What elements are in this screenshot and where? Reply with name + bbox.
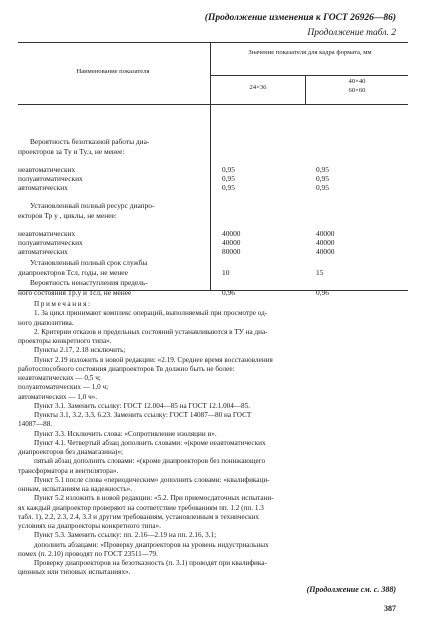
row-value-24x36: 0,95 [222,183,235,192]
text-line: автоматических — 1,0 ч». [18,392,98,401]
row-label: неавтоматических [18,229,76,238]
page-number: 387 [384,604,396,613]
row-value-40x40: 0,95 [316,183,329,192]
text-line: Пункт 5.1 после слова «периодическим» дополнить словами: «квалификаци- [34,475,270,484]
text-line: диапроекторов без диамагазина)»; [18,448,124,456]
row-label: Установленный полный ресурс диапро- [30,201,155,210]
row-value-24x36: 0,95 [222,174,235,183]
row-value-24x36: 40000 [222,229,241,238]
row-value-40x40: 0,96 [316,288,329,297]
col-header-indicator: Наименование показателя [76,68,150,75]
row-value-24x36: 0,96 [222,288,235,297]
notes-heading: Примечания: [34,300,92,308]
row-label: автоматических [18,183,68,192]
text-line: Пункт 3.1. Заменить ссылку: ГОСТ 12.004—85 на ГОСТ 12.1.004—85. [34,401,251,410]
row-label: неавтоматических [18,165,76,174]
row-value-40x40: 40000 [316,247,335,256]
row-value-40x40: 0,95 [316,165,329,174]
row-label: диапроекторов Тсл, годы, не менее [18,268,128,277]
text-line: Проверку диапроекторов на безотказность (п. 3.1) проводят при квалифика- [34,559,267,567]
text-line: полуавтоматических — 1,0 ч; [18,383,109,392]
text-line: дополнить абзацами: «Проверку диапроекторов на уровень индустриальных [34,540,269,549]
text-line: трансформатора и вентилятора». [18,466,119,475]
text-line: табл. 1), 2.2, 2.3, 2.4, 3.3 и другим требованиям, установленным в технических [18,512,260,521]
col-divider-1 [210,42,211,290]
row-label: ного состояния Тр.у и Тсл, не менее [18,288,132,297]
change-notice-header: (Продолжение изменения к ГОСТ 26926—86) [204,13,396,23]
col-header-40x40: 40×40 [348,78,366,85]
text-line: 1. За цикл принимают комплекс операций, выполняемый при просмотре од- [34,309,268,318]
table-top-rule [18,42,408,43]
text-line: ционных или типовых испытаниях». [18,568,131,577]
text-line: Пункты 3.1, 3.2, 3.3, 6.23. Заменить ссылку: ГОСТ 14087—80 на ГОСТ [34,411,252,419]
row-value-40x40: 40000 [316,229,335,238]
text-line: Пункт 2.19 изложить в новой редакции: «2.19. Среднее время восстановления [34,355,273,364]
row-label: Вероятность ненаступления предель- [30,278,148,287]
row-label: автоматических [18,247,68,256]
row-value-24x36: 10 [222,268,230,277]
row-value-24x36: 40000 [222,238,241,247]
header-bottom-rule [18,104,408,105]
row-value-24x36: 80000 [222,247,241,256]
row-value-40x40: 40000 [316,238,335,247]
row-label: проекторов за Ту и Ту.з, не менее: [18,147,125,156]
text-line: Пункт 5.3. Заменить ссылку: пп. 2.16—2.19 на пп. 2.16, 3.1; [34,531,217,540]
col-divider-2 [305,75,306,104]
text-line: ного диапозитива. [18,318,74,327]
continuation-note: (Продолжение см. с. 388) [306,585,396,594]
row-label: полуавтоматических [18,238,83,247]
values-header-rule [210,75,408,76]
text-line: пятый абзац дополнить словами: «(кроме диапроекторов без понижающего [34,457,266,466]
text-line: 2. Критерии отказов и предельных состояний устанавливаются в ТУ на диа- [34,327,268,336]
row-label: Установленный полный срок службы [30,258,148,267]
row-value-40x40: 15 [316,268,324,277]
row-label: Вероятность безотказной работы диа- [30,137,150,146]
text-line: Пункты 2.17, 2.18 исключить; [34,346,126,355]
row-value-24x36: 0,95 [222,165,235,174]
text-line: Пункт 3.3. Исключить слова: «Сопротивление изоляции и». [34,429,217,438]
row-label: полуавтоматических [18,174,83,183]
text-line: работоспособного состояния диапроекторов Тв должно быть не более: [18,364,235,373]
text-line: онным, испытаниям на надежность». [18,485,133,493]
row-value-40x40: 0,95 [316,174,329,183]
text-line: неавтоматических — 0,5 ч; [18,374,101,382]
text-line: Пункт 4.1. Четвертый абзац дополнить словами: «(кроме неавтоматических [34,438,266,447]
amendment-text [18,300,400,578]
table-continuation-header: Продолжение табл. 2 [307,28,396,38]
col-header-60x60: 60×60 [348,87,366,94]
text-line: ях каждый диапроектор проверяют на соответствие требованиям пп. 1.2 (пп. 1.3 [18,503,264,512]
text-line: условиях на диапроекторы конкретного типа». [18,522,161,530]
text-line: проекторы конкретного типа». [18,337,112,345]
col-header-values: Значение показателя для кадра формата, мм [248,49,372,56]
col-header-24x36: 24×36 [249,84,267,91]
text-line: 14087—88. [18,420,53,429]
text-line: помех (п. 2.10) проводят по ГОСТ 23511—79. [18,549,158,558]
text-line: Пункт 5.2 изложить в новой редакции: «5.2. При приемосдаточных испытани- [34,494,274,503]
row-label: екторов Тр у , циклы, не менее: [18,211,117,220]
